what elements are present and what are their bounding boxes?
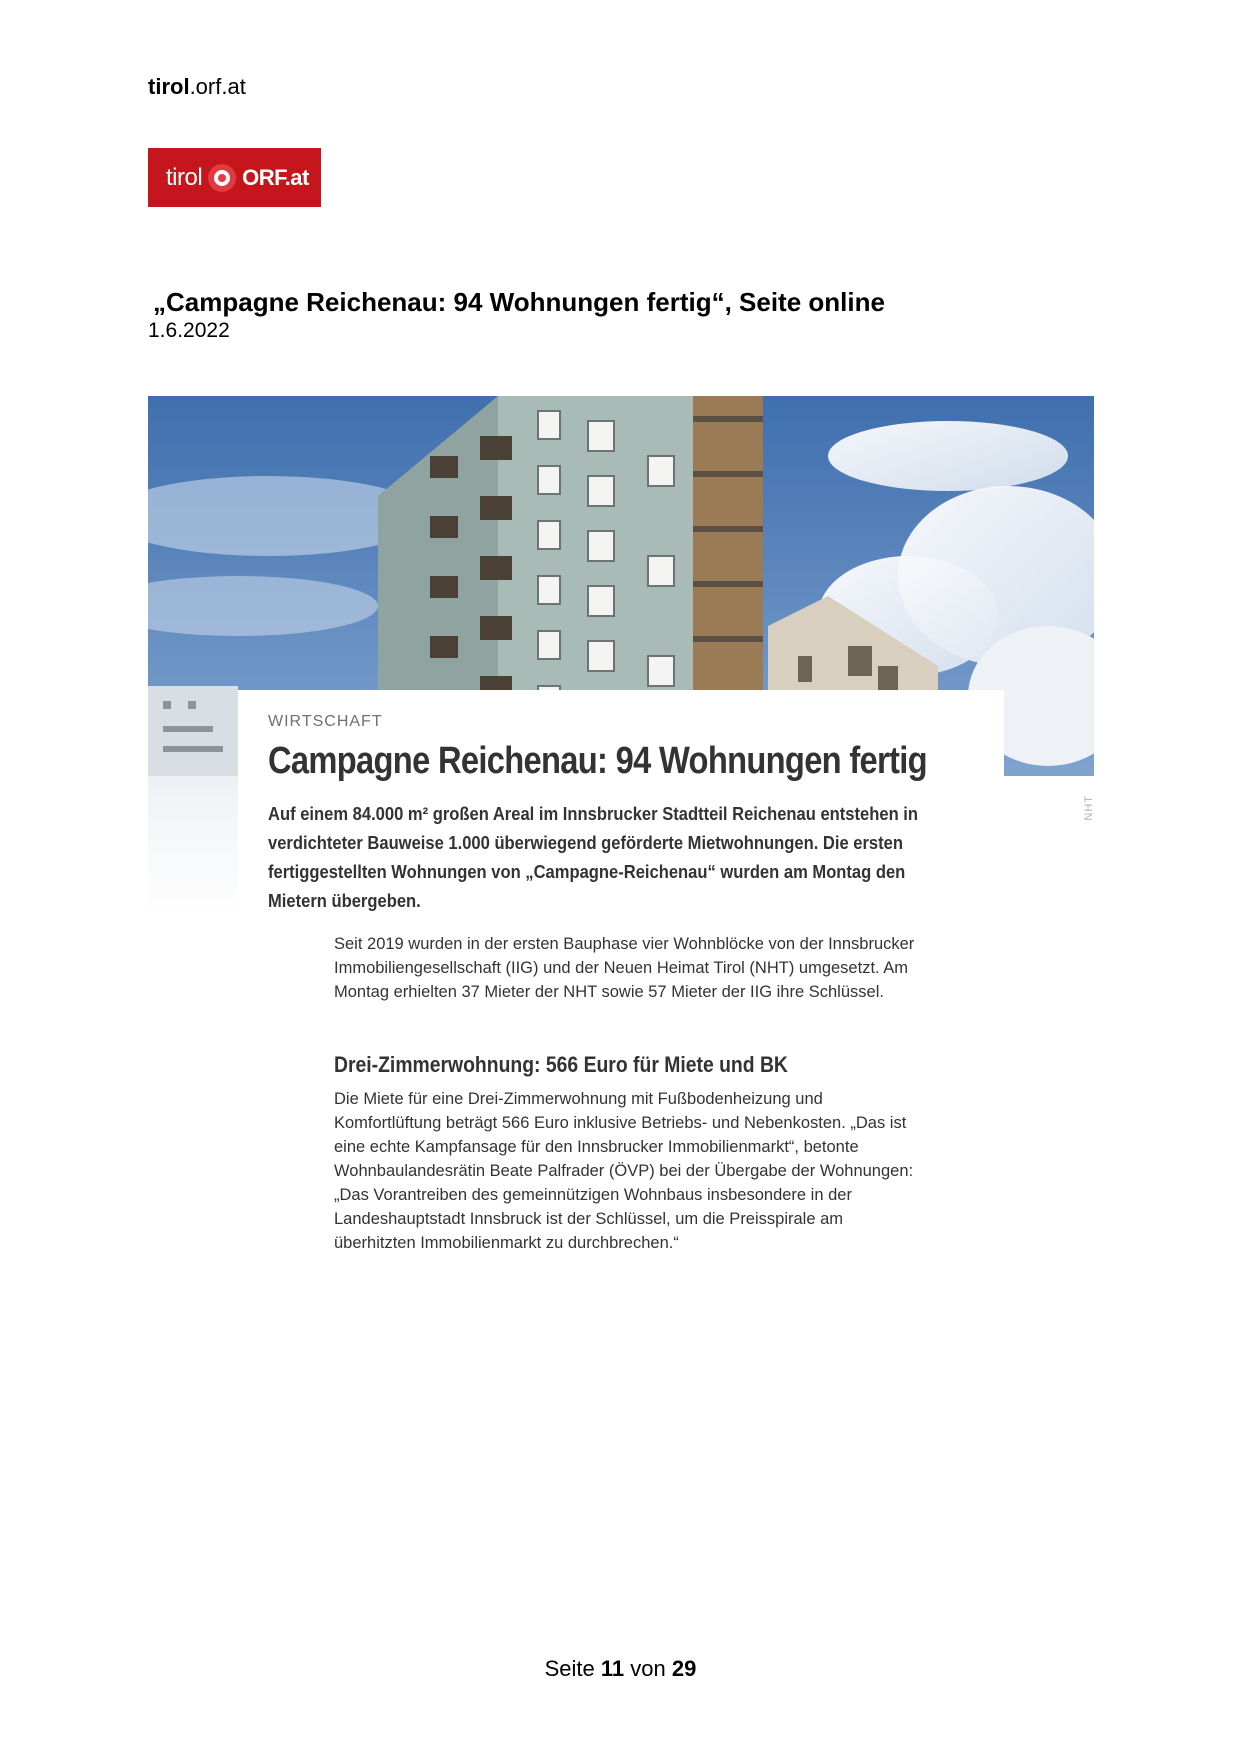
footer-prefix: Seite <box>544 1656 595 1681</box>
site-url-bold: tirol <box>148 74 190 99</box>
orf-tirol-logo <box>148 148 321 207</box>
article-headline: Campagne Reichenau: 94 Wohnungen fertig <box>268 740 927 782</box>
site-url-rest: .orf.at <box>189 74 246 99</box>
site-url <box>148 74 246 100</box>
page-footer <box>0 1656 1241 1682</box>
footer-page-total: 29 <box>671 1656 697 1681</box>
logo-word: tirol <box>166 163 203 191</box>
article-paragraph-2: Die Miete für eine Drei-Zimmerwohnung mit Fußbodenheizung und Komfortlüftung beträgt 566 Euro inklusive Betriebs- und Nebenkosten. „Das ist eine echte Kampfansage für den Innsbrucker Immobilienmarkt“, betonte Wohnbaulandesrätin Beate Palfrader (ÖVP) bei der Übergabe der Wohnungen: „Das Vorantreiben des gemeinnützigen Wohnbaus insbesondere in der Landeshauptstadt Innsbruck ist der Schlüssel, um die Preisspirale am überhitzten Immobilienmarkt zu durchbrechen.“ <box>334 1090 914 1252</box>
article-kicker: WIRTSCHAFT <box>268 713 383 730</box>
footer-middle: von <box>630 1656 666 1681</box>
article-subheading: Drei-Zimmerwohnung: 566 Euro für Miete und BK <box>334 1052 788 1077</box>
image-credit: NHT <box>1083 795 1095 821</box>
article-lead: Auf einem 84.000 m² großen Areal im Innsbrucker Stadtteil Reichenau entstehen in verdichteter Bauweise 1.000 überwiegend geförderte Mietwohnungen. Die ersten fertiggestellten Wohnungen von „Campagne-Reichenau“ wurden am Montag den Mietern übergeben. <box>268 804 919 911</box>
orf-eye-icon <box>208 164 236 192</box>
image-fade <box>148 776 238 916</box>
document-title: „Campagne Reichenau: 94 Wohnungen fertig“, Seite online <box>153 287 885 317</box>
logo-brand: ORF.at <box>242 164 309 190</box>
article-paragraph-1: Seit 2019 wurden in der ersten Bauphase vier Wohnblöcke von der Innsbrucker Immobiliengesellschaft (IIG) und der Neuen Heimat Tirol (NHT) umgesetzt. Am Montag erhielten 37 Mieter der NHT sowie 57 Mieter der IIG ihre Schlüssel. <box>334 935 915 1001</box>
footer-page-number: 11 <box>600 1656 625 1681</box>
document-date: 1.6.2022 <box>148 319 230 342</box>
